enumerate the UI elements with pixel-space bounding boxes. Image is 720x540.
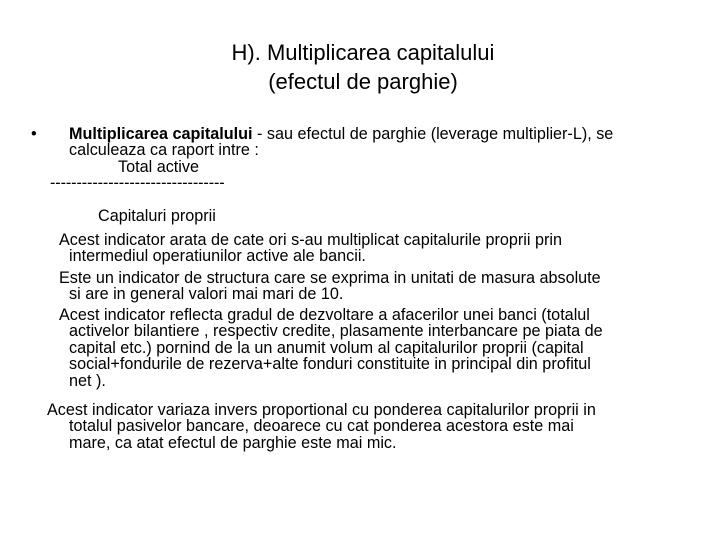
title-line-2: (efectul de parghie) (268, 69, 458, 94)
bullet-term: Multiplicarea capitalului (69, 125, 253, 143)
paragraph-1-line-2: intermediul operatiunilor active ale bancii. (69, 247, 366, 266)
title-line-1: H). Multiplicarea capitalului (231, 40, 495, 65)
paragraph-3-line-2: activelor bilantiere , respectiv credite, plasamente interbancare pe piata de (69, 322, 603, 341)
bullet-rest: - sau efectul de parghie (leverage multiplier-L), se (252, 125, 614, 143)
formula-divider: --------------------------------- (50, 174, 225, 193)
formula-denominator: Capitaluri proprii (98, 207, 216, 225)
bullet-dot: • (31, 125, 37, 143)
paragraph-4-line-3: mare, ca atat efectul de parghie este mai mic. (69, 433, 397, 452)
paragraph-1-line-1: Acest indicator arata de cate ori s-au multiplicat capitalurile proprii prin (59, 231, 562, 249)
formula-numerator: Total active (118, 157, 199, 176)
paragraph-3-line-1: Acest indicator reflecta gradul de dezvoltare a afacerilor unei banci (totalul (59, 306, 590, 324)
bullet-line-2: calculeaza ca raport intre : (69, 141, 259, 160)
paragraph-3-line-3: capital etc.) pornind de la un anumit volum al capitalurilor proprii (capital (69, 338, 584, 357)
slide-title (0, 38, 720, 96)
paragraph-2-line-1: Este un indicator de structura care se exprima in unitati de masura absolute (59, 269, 601, 287)
paragraph-3-line-4: social+fondurile de rezerva+alte fonduri constituite in principal din profitul (69, 355, 591, 374)
paragraph-2-line-2: si are in general valori mai mari de 10. (69, 285, 344, 304)
paragraph-4-line-2: totalul pasivelor bancare, deoarece cu cat ponderea acestora este mai (69, 417, 574, 436)
bullet-line-1 (69, 126, 613, 142)
paragraph-3-line-5: net ). (69, 371, 106, 390)
paragraph-4-line-1: Acest indicator variaza invers proportional cu ponderea capitalurilor proprii in (47, 401, 596, 419)
